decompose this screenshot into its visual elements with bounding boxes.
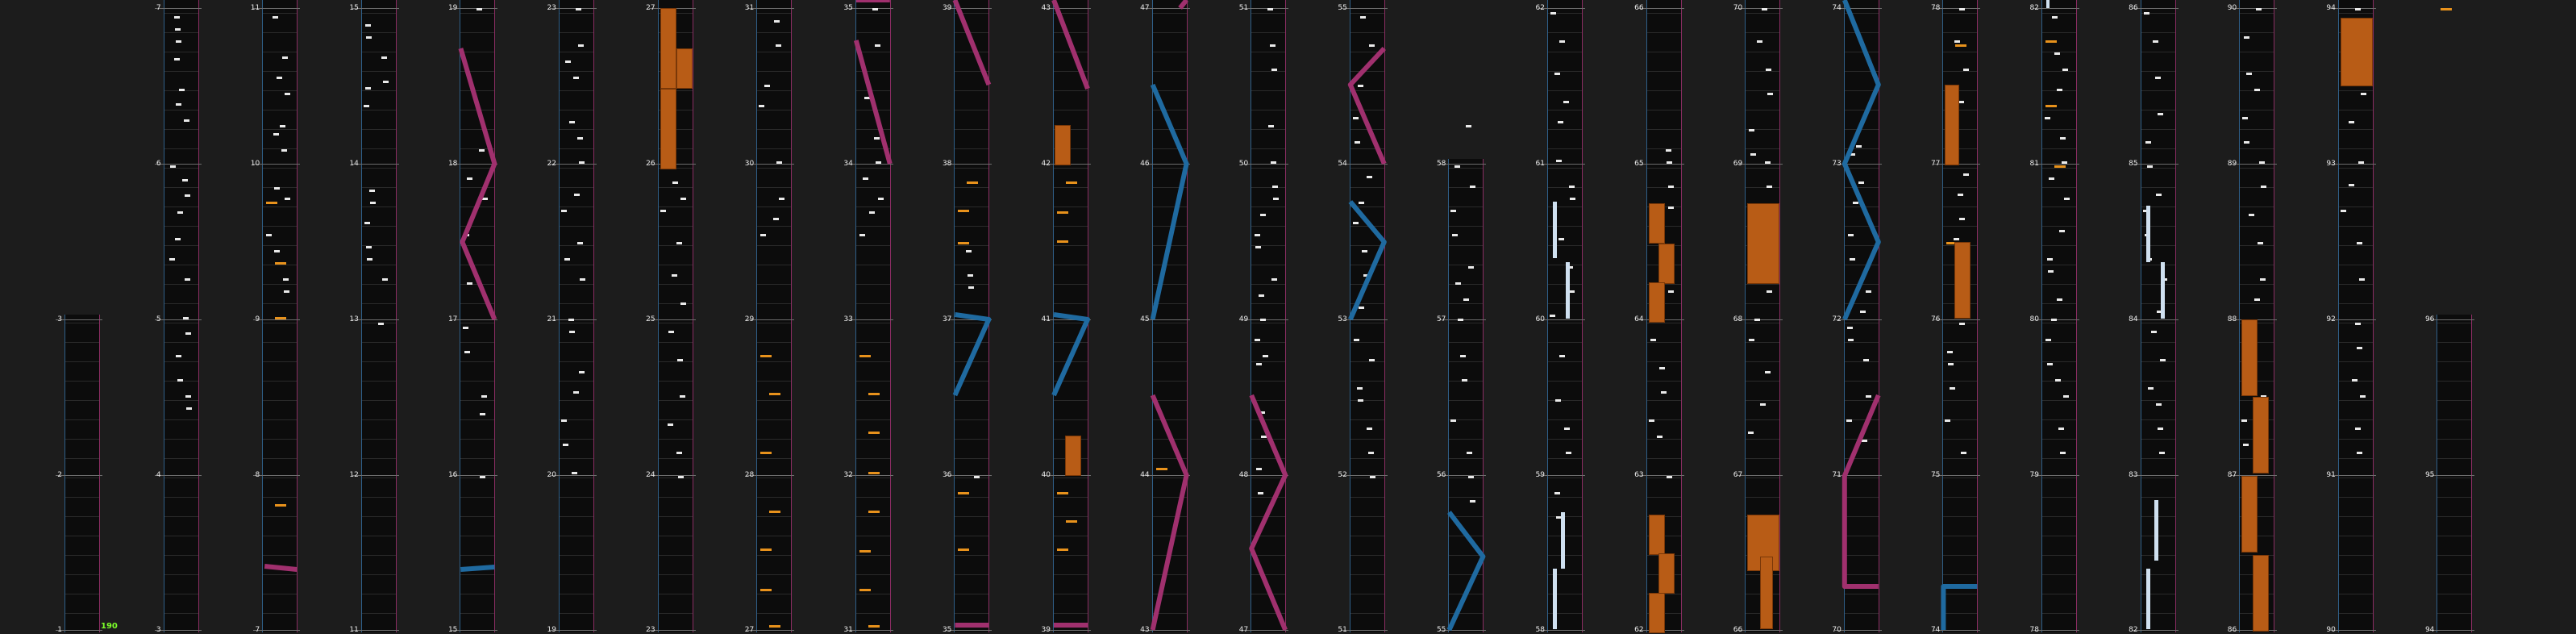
measure-number: 9 bbox=[255, 315, 260, 323]
measure-number: 33 bbox=[843, 315, 853, 323]
measure-number: 27 bbox=[646, 4, 655, 12]
measure-number: 65 bbox=[1634, 160, 1644, 168]
measure-number: 50 bbox=[1238, 160, 1249, 168]
measure-number: 93 bbox=[2326, 160, 2336, 168]
measure-number: 47 bbox=[1140, 4, 1150, 12]
measure-number: 12 bbox=[349, 471, 359, 479]
magenta-slide-path bbox=[1251, 395, 1285, 630]
measure-number: 3 bbox=[57, 315, 62, 323]
blue-slide-path bbox=[1943, 586, 1977, 630]
measure-number: 78 bbox=[2029, 626, 2039, 634]
measure-number: 55 bbox=[1338, 4, 1347, 12]
measure-number: 75 bbox=[1930, 471, 1941, 479]
measure-number: 31 bbox=[744, 4, 755, 12]
blue-slide-path bbox=[1845, 0, 1879, 319]
measure-number: 49 bbox=[1238, 315, 1249, 323]
measure-number: 96 bbox=[2424, 315, 2435, 323]
measure-number: 19 bbox=[447, 4, 458, 12]
measure-number: 57 bbox=[1436, 315, 1446, 323]
measure-number: 36 bbox=[942, 471, 952, 479]
measure-number: 46 bbox=[1140, 160, 1150, 168]
measure-number: 78 bbox=[1930, 4, 1941, 12]
measure-number: 39 bbox=[1041, 626, 1051, 634]
measure-number: 55 bbox=[1436, 626, 1446, 634]
measure-number: 59 bbox=[1535, 471, 1545, 479]
measure-number: 20 bbox=[547, 471, 556, 479]
measure-number: 81 bbox=[2029, 160, 2039, 168]
blue-slide-path bbox=[955, 315, 988, 395]
measure-number: 15 bbox=[349, 4, 359, 12]
magenta-slide-path bbox=[955, 0, 988, 85]
measure-number: 88 bbox=[2227, 315, 2237, 323]
measure-number: 43 bbox=[1041, 4, 1051, 12]
measure-number: 79 bbox=[2029, 471, 2039, 479]
measure-number: 87 bbox=[2227, 471, 2237, 479]
measure-number: 66 bbox=[1634, 4, 1644, 12]
magenta-slide-path bbox=[1180, 0, 1187, 8]
measure-number: 7 bbox=[156, 4, 161, 12]
measure-number: 25 bbox=[646, 315, 655, 323]
measure-number: 18 bbox=[447, 160, 458, 168]
measure-number: 82 bbox=[2129, 626, 2138, 634]
measure-number: 16 bbox=[447, 471, 458, 479]
measure-number: 5 bbox=[156, 315, 161, 323]
magenta-slide-path bbox=[1350, 48, 1384, 164]
measure-number: 43 bbox=[1140, 626, 1150, 634]
measure-number: 91 bbox=[2326, 471, 2336, 479]
blue-slide-path bbox=[460, 567, 494, 569]
measure-number: 22 bbox=[547, 160, 556, 168]
measure-number: 47 bbox=[1238, 626, 1249, 634]
measure-number: 6 bbox=[156, 160, 161, 168]
measure-number: 23 bbox=[646, 626, 655, 634]
measure-number: 3 bbox=[156, 626, 161, 634]
measure-number: 11 bbox=[349, 626, 359, 634]
measure-number: 21 bbox=[547, 315, 556, 323]
measure-number: 77 bbox=[1930, 160, 1941, 168]
measure-number: 34 bbox=[843, 160, 853, 168]
measure-number: 92 bbox=[2326, 315, 2336, 323]
measure-number: 8 bbox=[255, 471, 260, 479]
measure-number: 17 bbox=[447, 315, 458, 323]
measure-number: 70 bbox=[1733, 4, 1743, 12]
measure-number: 62 bbox=[1535, 4, 1545, 12]
measure-number: 10 bbox=[250, 160, 260, 168]
measure-number: 62 bbox=[1634, 626, 1644, 634]
measure-number: 37 bbox=[942, 315, 952, 323]
measure-number: 70 bbox=[1832, 626, 1841, 634]
measure-number: 28 bbox=[744, 471, 755, 479]
measure-number: 42 bbox=[1041, 160, 1051, 168]
magenta-slide-path bbox=[1845, 395, 1879, 586]
measure-number: 54 bbox=[1338, 160, 1347, 168]
measure-number: 4 bbox=[156, 471, 161, 479]
measure-number: 74 bbox=[1832, 4, 1841, 12]
bpm-label: 190 bbox=[101, 622, 118, 631]
measure-number: 95 bbox=[2424, 471, 2435, 479]
measure-number: 84 bbox=[2129, 315, 2138, 323]
measure-number: 14 bbox=[349, 160, 359, 168]
measure-number: 72 bbox=[1832, 315, 1841, 323]
measure-number: 94 bbox=[2326, 4, 2336, 12]
measure-number: 74 bbox=[1930, 626, 1941, 634]
measure-number: 82 bbox=[2029, 4, 2039, 12]
measure-number: 39 bbox=[942, 4, 952, 12]
measure-number: 67 bbox=[1733, 471, 1743, 479]
measure-number: 24 bbox=[646, 471, 655, 479]
measure-number: 1 bbox=[57, 626, 62, 634]
measure-number: 30 bbox=[744, 160, 755, 168]
measure-number: 11 bbox=[250, 4, 260, 12]
measure-number: 58 bbox=[1436, 160, 1446, 168]
measure-number: 69 bbox=[1733, 160, 1743, 168]
blue-slide-path bbox=[1350, 202, 1384, 319]
measure-number: 51 bbox=[1338, 626, 1347, 634]
magenta-slide-path bbox=[460, 48, 494, 319]
measure-number: 73 bbox=[1832, 160, 1841, 168]
measure-number: 83 bbox=[2129, 471, 2138, 479]
measure-number: 90 bbox=[2326, 626, 2336, 634]
measure-number: 38 bbox=[942, 160, 952, 168]
magenta-slide-path bbox=[1153, 395, 1187, 630]
measure-number: 51 bbox=[1238, 4, 1249, 12]
magenta-slide-path bbox=[1054, 0, 1088, 89]
measure-number: 31 bbox=[843, 626, 853, 634]
measure-number: 35 bbox=[843, 4, 853, 12]
measure-number: 45 bbox=[1140, 315, 1150, 323]
measure-number: 7 bbox=[255, 626, 260, 634]
measure-number: 23 bbox=[547, 4, 556, 12]
measure-number: 15 bbox=[447, 626, 458, 634]
measure-number: 94 bbox=[2424, 626, 2435, 634]
measure-number: 68 bbox=[1733, 315, 1743, 323]
measure-number: 56 bbox=[1436, 471, 1446, 479]
measure-number: 35 bbox=[942, 626, 952, 634]
measure-number: 44 bbox=[1140, 471, 1150, 479]
measure-number: 41 bbox=[1041, 315, 1051, 323]
measure-number: 64 bbox=[1634, 315, 1644, 323]
measure-number: 90 bbox=[2227, 4, 2237, 12]
measure-number: 76 bbox=[1930, 315, 1941, 323]
measure-number: 13 bbox=[349, 315, 359, 323]
measure-number: 52 bbox=[1338, 471, 1347, 479]
measure-number: 86 bbox=[2129, 4, 2138, 12]
measure-number: 63 bbox=[1634, 471, 1644, 479]
measure-number: 48 bbox=[1238, 471, 1249, 479]
measure-number: 71 bbox=[1832, 471, 1841, 479]
measure-number: 60 bbox=[1535, 315, 1545, 323]
measure-number: 61 bbox=[1535, 160, 1545, 168]
magenta-slide-path bbox=[264, 566, 297, 569]
magenta-slide-path bbox=[856, 40, 890, 164]
measure-number: 89 bbox=[2227, 160, 2237, 168]
measure-number: 66 bbox=[1733, 626, 1743, 634]
blue-slide-path bbox=[1153, 85, 1187, 319]
measure-number: 85 bbox=[2129, 160, 2138, 168]
measure-number: 27 bbox=[744, 626, 755, 634]
measure-number: 26 bbox=[646, 160, 655, 168]
blue-slide-path bbox=[1054, 315, 1088, 395]
measure-number: 32 bbox=[843, 471, 853, 479]
measure-number: 53 bbox=[1338, 315, 1347, 323]
measure-number: 29 bbox=[744, 315, 755, 323]
measure-number: 2 bbox=[57, 471, 62, 479]
blue-slide-path bbox=[1449, 512, 1483, 630]
measure-number: 40 bbox=[1041, 471, 1051, 479]
measure-number: 58 bbox=[1535, 626, 1545, 634]
measure-number: 86 bbox=[2227, 626, 2237, 634]
measure-number: 19 bbox=[547, 626, 556, 634]
measure-number: 80 bbox=[2029, 315, 2039, 323]
